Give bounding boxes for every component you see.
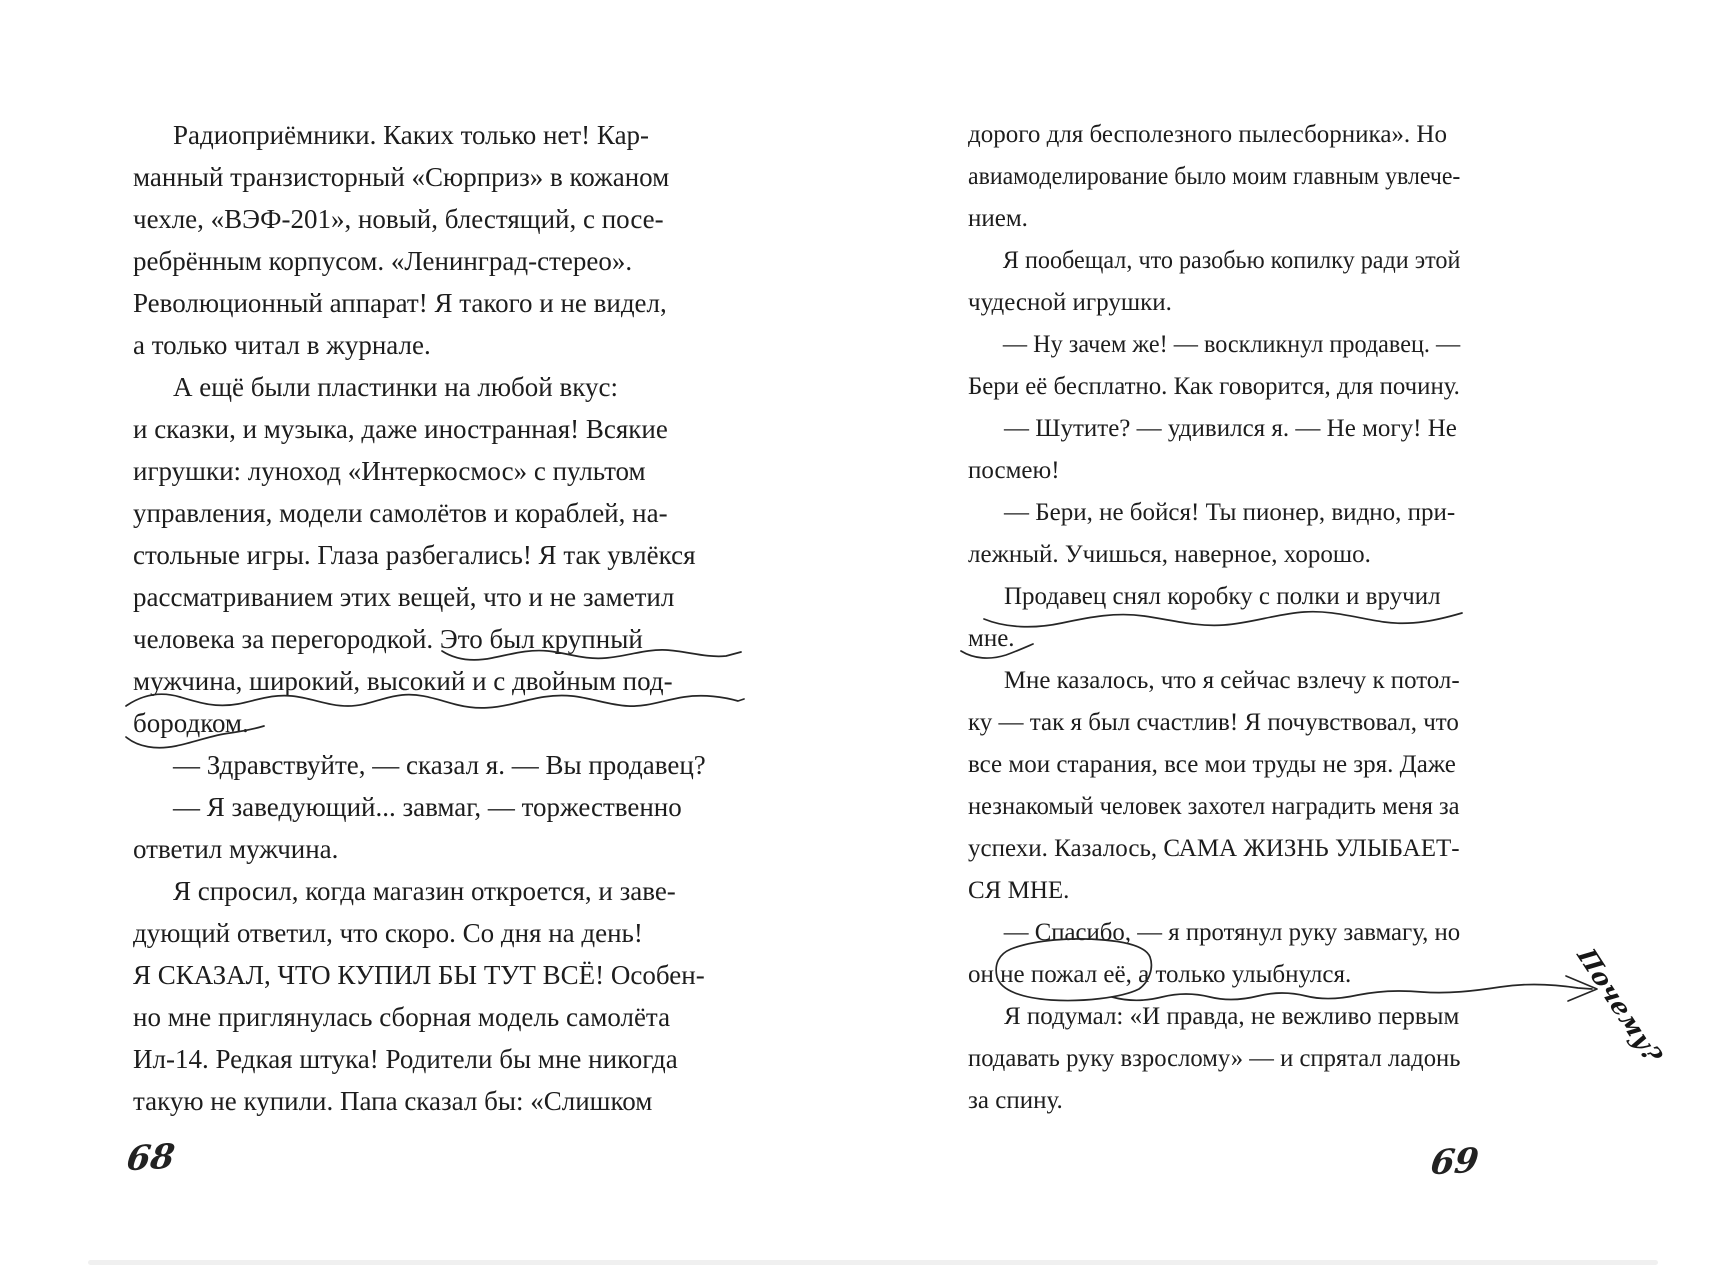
- text-line: — Ну зачем же! — воскликнул продавец. —: [1002, 331, 1461, 358]
- text-line: но мне приглянулась сборная модель самолёта: [133, 1002, 671, 1032]
- text-line: — Здравствуйте, — сказал я. — Вы продавец?: [173, 750, 706, 780]
- right-page-text: [968, 114, 1460, 1122]
- text-line: чехле, «ВЭФ-201», новый, блестящий, с посе-: [133, 204, 664, 234]
- page-edge-shadow: [88, 1260, 1658, 1265]
- left-page-text: [133, 114, 737, 1122]
- text-line: мне.: [968, 625, 1015, 652]
- text-line: рассматриванием этих вещей, что и не заметил: [133, 582, 675, 612]
- text-line: бородком.: [133, 708, 249, 738]
- text-line: игрушки: луноход «Интеркосмос» с пультом: [133, 456, 646, 486]
- text-line: незнакомый человек захотел наградить меня за: [968, 793, 1460, 820]
- text-line: Я спросил, когда магазин откроется, и заве-: [173, 876, 676, 906]
- text-line: ответил мужчина.: [133, 834, 339, 864]
- text-line: — Бери, не бойся! Ты пионер, видно, при-: [1004, 499, 1456, 526]
- text-line: он не пожал её, а только улыбнулся.: [968, 961, 1352, 988]
- text-line: все мои старания, все мои труды не зря. Даже: [968, 751, 1456, 778]
- text-line: управления, модели самолётов и кораблей, на-: [133, 498, 668, 528]
- text-line: успехи. Казалось, САМА ЖИЗНЬ УЛЫБАЕТ-: [968, 835, 1460, 862]
- text-line: манный транзисторный «Сюрприз» в кожаном: [133, 162, 670, 192]
- margin-note: Почему?: [1571, 944, 1669, 1068]
- text-line: а только читал в журнале.: [133, 330, 431, 360]
- text-line: Революционный аппарат! Я такого и не видел,: [133, 288, 667, 318]
- text-line: подавать руку взрослому» — и спрятал ладонь: [968, 1045, 1461, 1072]
- text-line: Продавец снял коробку с полки и вручил: [1004, 583, 1441, 610]
- text-line: Я пообещал, что разобью копилку ради этой: [1002, 247, 1461, 274]
- text-line: дорого для бесполезного пылесборника». Но: [968, 121, 1447, 148]
- text-line: мужчина, широкий, высокий и с двойным под-: [133, 666, 673, 696]
- text-line: Радиоприёмники. Каких только нет! Кар-: [173, 120, 650, 150]
- text-line: дующий ответил, что скоро. Со дня на день!: [133, 918, 643, 948]
- text-line: — Я заведующий... завмаг, — торжественно: [173, 792, 682, 822]
- text-line: СЯ МНЕ.: [968, 877, 1070, 904]
- text-line: чудесной игрушки.: [968, 289, 1172, 316]
- text-line: ребрённым корпусом. «Ленинград-стерео».: [133, 246, 633, 276]
- text-line: посмею!: [968, 457, 1060, 484]
- text-line: Мне казалось, что я сейчас взлечу к потол-: [1003, 667, 1460, 694]
- text-line: Я подумал: «И правда, не вежливо первым: [1004, 1003, 1460, 1030]
- text-line: такую не купили. Папа сказал бы: «Слишком: [133, 1086, 653, 1116]
- text-line: А ещё были пластинки на любой вкус:: [173, 372, 618, 402]
- text-line: и сказки, и музыка, даже иностранная! Всякие: [133, 414, 668, 444]
- text-line: человека за перегородкой. Это был крупный: [133, 624, 643, 654]
- text-line: нием.: [968, 205, 1028, 232]
- text-line: — Шутите? — удивился я. — Не могу! Не: [1004, 415, 1457, 442]
- text-line: Ил-14. Редкая штука! Родители бы мне никогда: [133, 1044, 678, 1074]
- page-number-right: 69: [1428, 1140, 1481, 1184]
- text-line: лежный. Учишься, наверное, хорошо.: [968, 541, 1371, 568]
- text-line: — Спасибо, — я протянул руку завмагу, но: [1003, 919, 1461, 946]
- text-line: авиамоделирование было моим главным увлече-: [968, 163, 1461, 190]
- page-number-left: 68: [124, 1136, 177, 1180]
- text-line: Бери её бесплатно. Как говорится, для почину.: [968, 373, 1460, 400]
- text-line: ку — так я был счастлив! Я почувствовал, что: [968, 709, 1459, 736]
- text-line: стольные игры. Глаза разбегались! Я так увлёкся: [133, 540, 696, 570]
- text-line: Я СКАЗАЛ, ЧТО КУПИЛ БЫ ТУТ ВСЁ! Особен-: [133, 960, 705, 990]
- text-line: за спину.: [968, 1087, 1063, 1114]
